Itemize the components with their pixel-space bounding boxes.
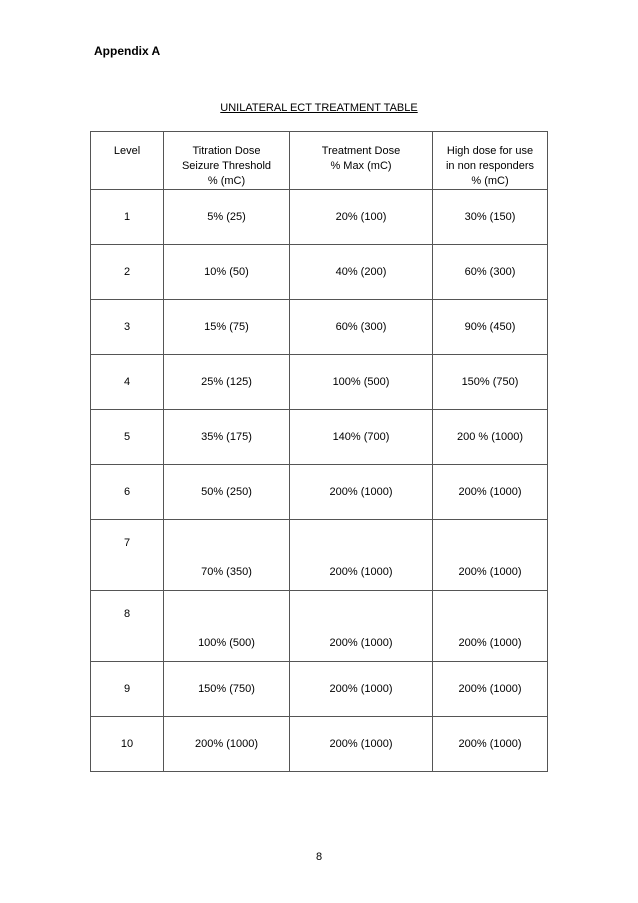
table-row: [91, 591, 548, 662]
cell-high: 150% (750): [433, 355, 548, 410]
table-header-row: [91, 132, 548, 190]
appendix-heading: Appendix A: [94, 44, 161, 58]
cell-high: 60% (300): [433, 245, 548, 300]
cell-titration: 10% (50): [164, 245, 290, 300]
cell-level: 8: [91, 591, 164, 662]
cell-titration: 200% (1000): [164, 717, 290, 772]
header-treatment-dose: [290, 132, 433, 190]
header-line: Treatment Dose: [321, 145, 401, 157]
header-line: % (mC): [207, 175, 246, 187]
cell-level: 2: [91, 245, 164, 300]
cell-high: 200% (1000): [433, 520, 548, 591]
cell-level: 5: [91, 410, 164, 465]
cell-high: 200% (1000): [433, 591, 548, 662]
cell-treatment: 60% (300): [290, 300, 433, 355]
cell-treatment: 200% (1000): [290, 465, 433, 520]
cell-level: 6: [91, 465, 164, 520]
cell-high: 30% (150): [433, 190, 548, 245]
cell-titration: 5% (25): [164, 190, 290, 245]
cell-high: 200% (1000): [433, 717, 548, 772]
ect-treatment-table: [90, 131, 548, 772]
cell-titration: 70% (350): [164, 520, 290, 591]
table-row: [91, 465, 548, 520]
cell-titration: 25% (125): [164, 355, 290, 410]
cell-high: 200% (1000): [433, 465, 548, 520]
header-line: Seizure Threshold: [181, 160, 272, 172]
cell-treatment: 200% (1000): [290, 717, 433, 772]
cell-level: 4: [91, 355, 164, 410]
cell-level: 7: [91, 520, 164, 591]
table-title: UNILATERAL ECT TREATMENT TABLE: [220, 102, 418, 114]
cell-level: 3: [91, 300, 164, 355]
cell-treatment: 200% (1000): [290, 591, 433, 662]
header-line: High dose for use: [446, 145, 534, 157]
header-line: % (mC): [471, 175, 509, 187]
cell-high: 90% (450): [433, 300, 548, 355]
cell-titration: 35% (175): [164, 410, 290, 465]
cell-level: 1: [91, 190, 164, 245]
cell-treatment: 100% (500): [290, 355, 433, 410]
cell-titration: 50% (250): [164, 465, 290, 520]
cell-level: 10: [91, 717, 164, 772]
cell-titration: 150% (750): [164, 662, 290, 717]
table-row: [91, 520, 548, 591]
header-line: % Max (mC): [330, 160, 392, 172]
cell-titration: 100% (500): [164, 591, 290, 662]
table-row: [91, 662, 548, 717]
table-row: [91, 190, 548, 245]
table-row: [91, 245, 548, 300]
header-line: in non responders: [445, 160, 535, 172]
header-line: Titration Dose: [192, 145, 261, 157]
cell-high: 200% (1000): [433, 662, 548, 717]
cell-treatment: 40% (200): [290, 245, 433, 300]
header-titration-dose: [164, 132, 290, 190]
cell-treatment: 200% (1000): [290, 662, 433, 717]
table-row: [91, 355, 548, 410]
table-row: [91, 717, 548, 772]
cell-treatment: 200% (1000): [290, 520, 433, 591]
cell-titration: 15% (75): [164, 300, 290, 355]
cell-treatment: 140% (700): [290, 410, 433, 465]
table-row: [91, 300, 548, 355]
header-high-dose: [433, 132, 548, 190]
cell-treatment: 20% (100): [290, 190, 433, 245]
header-level: Level: [91, 132, 164, 190]
table-row: [91, 410, 548, 465]
cell-high: 200 % (1000): [433, 410, 548, 465]
page-number: 8: [315, 851, 323, 863]
cell-level: 9: [91, 662, 164, 717]
